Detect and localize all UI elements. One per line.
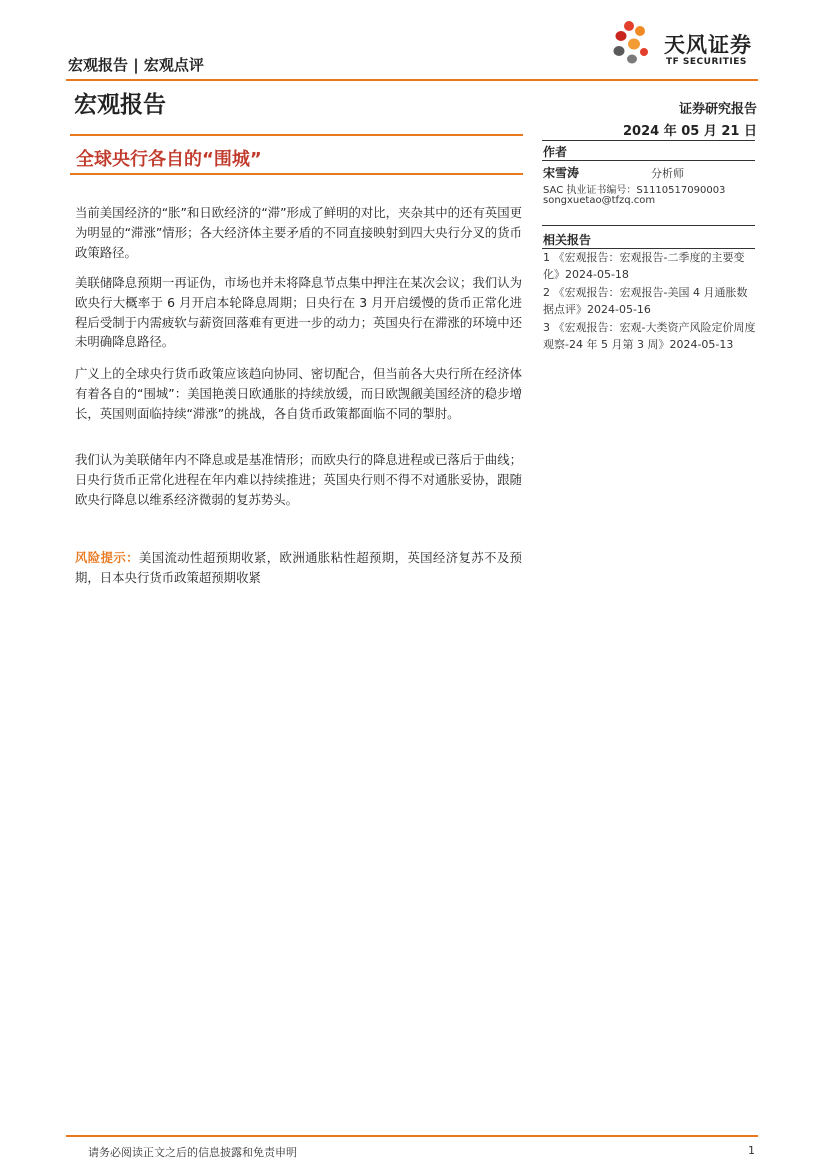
body-paragraph-3: 广义上的全球央行货币政策应该趋向协同、密切配合，但当前各大央行所在经济体有着各自的“围城”：美国艳羡日欧通胀的持续放缓，而日欧觊觎美国经济的稳步增长，英国则面临持续“滞涨”的挑战，各自货币政策都面临不同的掣肘。 — [75, 366, 522, 421]
related-divider-top — [542, 225, 755, 226]
author-heading: 作者 — [543, 145, 568, 159]
risk-warning — [75, 548, 522, 588]
related-item[interactable]: 2 《宏观报告：宏观报告-美国 4 月通胀数据点评》2024-05-16 — [543, 286, 748, 316]
footer-divider — [66, 1135, 758, 1137]
author-email[interactable]: songxuetao@tfzq.com — [543, 195, 656, 206]
footer-disclaimer: 请务必阅读正文之后的信息披露和免责申明 — [88, 1146, 297, 1159]
body-paragraph-4: 我们认为美联储年内不降息或是基准情形；而欧央行的降息进程或已落后于曲线；日央行货币正常化进程在年内难以持续推进；英国央行则不得不对通胀妥协，跟随欧央行降息以维系经济微弱的复苏势头。 — [75, 452, 522, 507]
page-number: 1 — [748, 1144, 755, 1157]
logo-text: 天风证券 — [664, 33, 752, 57]
body-paragraph-2: 美联储降息预期一再证伪，市场也并未将降息节点集中押注在某次会议；我们认为欧央行大概率于 6 月开启本轮降息周期；日央行在 3 月开启缓慢的货币正常化进程后受制于内需疲软与薪资回落难有更进一步的动力；英国央行在滞涨的环境中还未明确降息路径。 — [75, 275, 522, 350]
risk-label: 风险提示： — [75, 550, 139, 565]
subtitle-divider-bottom — [70, 173, 523, 175]
doc-date: 2024 年 05 月 21 日 — [623, 124, 757, 139]
header-divider — [66, 79, 758, 81]
risk-text: 美国流动性超预期收紧，欧洲通胀粘性超预期，英国经济复苏不及预期，日本央行货币政策超预期收紧 — [75, 550, 523, 585]
body-paragraph-1: 当前美国经济的“胀”和日欧经济的“滞”形成了鲜明的对比，夹杂其中的还有英国更为明显的“滞涨”情形；各大经济体主要矛盾的不同直接映射到四大央行分叉的货币政策路径。 — [75, 205, 522, 260]
related-item[interactable]: 3 《宏观报告：宏观-大类资产风险定价周度观察-24 年 5 月第 3 周》2024-05-13 — [543, 321, 756, 351]
author-role: 分析师 — [651, 167, 684, 180]
report-subtitle: 全球央行各自的“围城” — [76, 149, 262, 170]
page-title: 宏观报告 — [74, 92, 166, 118]
related-item[interactable]: 1 《宏观报告：宏观报告-二季度的主要变化》2024-05-18 — [543, 251, 745, 281]
related-heading: 相关报告 — [543, 233, 592, 247]
author-divider — [542, 160, 755, 161]
subtitle-divider-top — [70, 134, 523, 136]
author-license: SAC 执业证书编号：S1110517090003 — [543, 185, 726, 196]
related-list — [543, 249, 757, 354]
logo-text-en: TF SECURITIES — [666, 57, 747, 67]
doc-type: 证券研究报告 — [678, 102, 757, 117]
author-name: 宋雪涛 — [543, 166, 580, 180]
author-divider-top — [542, 140, 755, 141]
breadcrumb: 宏观报告 | 宏观点评 — [68, 56, 204, 74]
